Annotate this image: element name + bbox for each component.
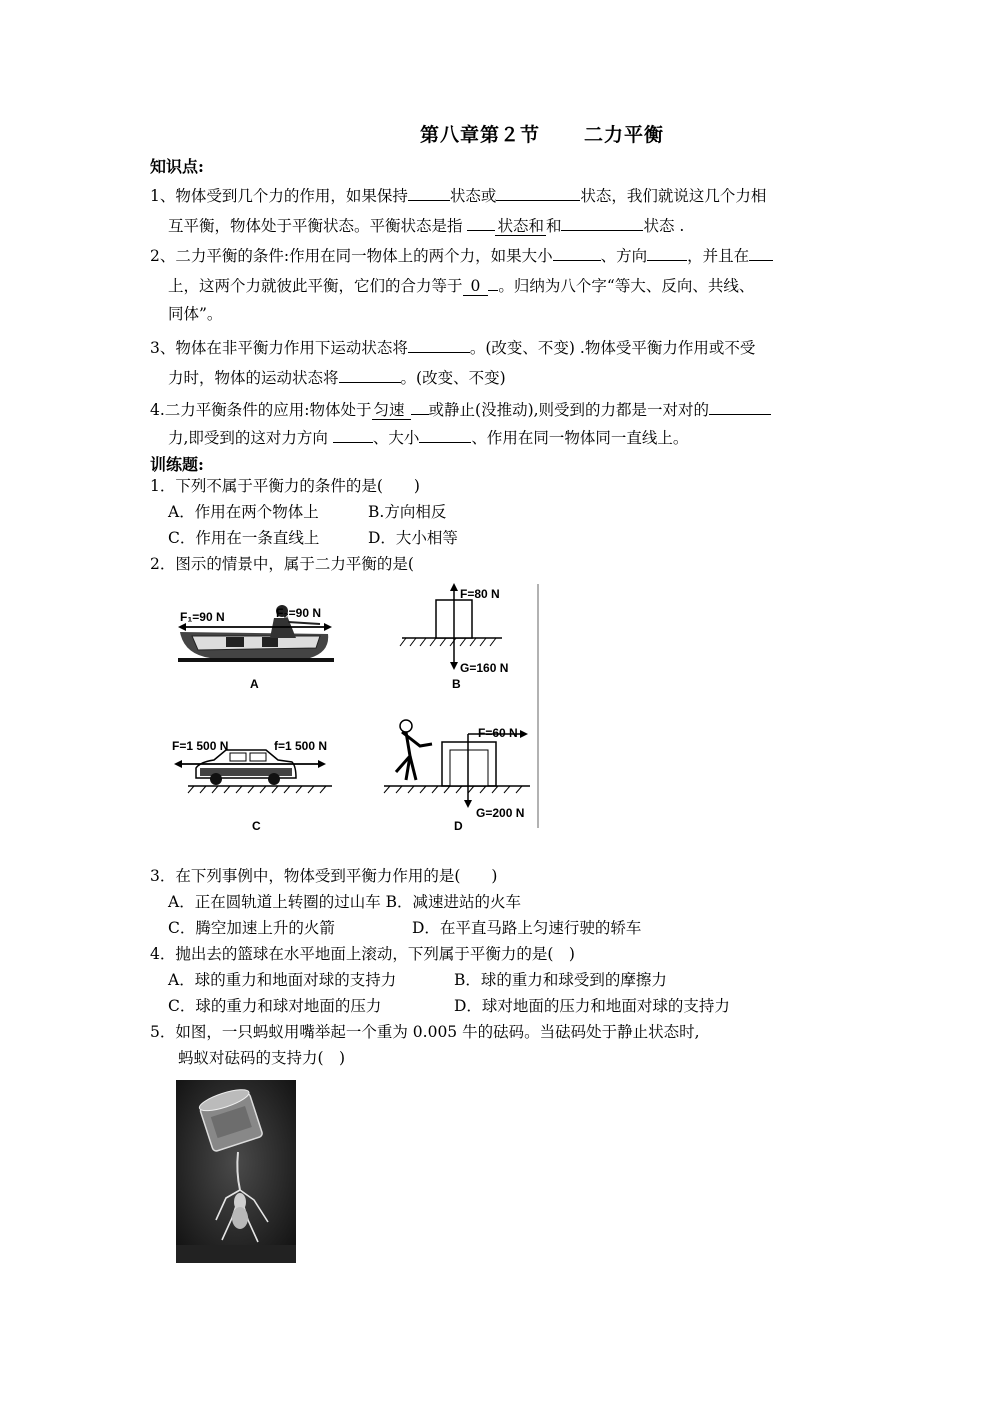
figure-d-label: D (454, 819, 463, 833)
figure-c-label: C (252, 819, 261, 833)
question-3-option-d: D．在平直马路上匀速行驶的轿车 (412, 919, 642, 937)
ant-weight-photo (176, 1080, 296, 1263)
question-3-stem: 3．在下列事例中，物体受到平衡力作用的是( ) (150, 867, 498, 885)
knowledge-item-4-line-1: 4.二力平衡条件的应用:物体处于 匀速 或静止(没推动),则受到的力都是一对对的 (150, 398, 771, 420)
knowledge-item-1-line-1: 1、物体受到几个力的作用，如果保持 状态或 状态，我们就说这几个力相 (150, 184, 766, 206)
question-1-option-a: A．作用在两个物体上 (168, 503, 319, 521)
figure-b-f: F=80 N (460, 587, 500, 601)
answer-uniform: 匀速 (372, 401, 411, 420)
figure-b-label: B (452, 677, 461, 691)
question-1-option-b: B.方向相反 (368, 503, 447, 521)
blank (709, 398, 771, 415)
question-3-option-a-b: A．正在圆轨道上转圈的过山车 B．减速进站的火车 (168, 893, 522, 911)
knowledge-item-2-line-2: 上，这两个力就彼此平衡，它们的合力等于 0 。归纳为八个字“等大、反向、共线、 (168, 274, 754, 296)
question-1-option-d: D．大小相等 (368, 529, 458, 547)
figure-b-g: G=160 N (460, 661, 509, 675)
figure-c-f: F=1 500 N (172, 739, 229, 753)
blank (339, 366, 401, 383)
blank (496, 184, 580, 201)
figure-a-f2: F₂=90 N (276, 606, 322, 620)
figure-a-label: A (250, 677, 259, 691)
topic-label: 二力平衡 (584, 124, 665, 146)
figure-a-f1: F₁=90 N (180, 610, 225, 624)
knowledge-heading: 知识点: (150, 157, 204, 176)
question-2-stem: 2．图示的情景中，属于二力平衡的是( (150, 555, 414, 573)
knowledge-item-2-line-3: 同体”。 (168, 305, 223, 323)
blank (408, 336, 470, 353)
chapter-label: 第八章第２节 (420, 124, 541, 146)
blank (419, 426, 471, 443)
question-3-option-c: C．腾空加速上升的火箭 (168, 919, 335, 937)
question-5-stem-line-2: 蚂蚁对砝码的支持力( ) (178, 1049, 346, 1067)
question-1-stem: 1．下列不属于平衡力的条件的是( ) (150, 477, 420, 495)
knowledge-item-1-line-2: 互平衡，物体处于平衡状态。平衡状态是指 状态和 和 状态 . (168, 214, 684, 236)
blank (553, 244, 601, 261)
blank (333, 426, 373, 443)
question-4-option-b: B．球的重力和球受到的摩擦力 (454, 971, 667, 989)
question-4-stem: 4．抛出去的篮球在水平地面上滚动，下列属于平衡力的是( ) (150, 945, 575, 963)
knowledge-item-2-line-1: 2、二力平衡的条件:作用在同一物体上的两个力，如果大小 、方向 ，并且在 (150, 244, 773, 266)
practice-heading: 训练题: (150, 455, 204, 474)
figure-c-friction: f=1 500 N (274, 739, 328, 753)
blank (408, 184, 450, 201)
question-4-option-c: C．球的重力和球对地面的压力 (168, 997, 382, 1015)
knowledge-item-3-line-1: 3、物体在非平衡力作用下运动状态将 。(改变、不变) .物体受平衡力作用或不受 (150, 336, 755, 358)
blank (647, 244, 687, 261)
figure-d-f: F=60 N (478, 726, 518, 740)
blank (749, 244, 773, 261)
question-4-option-a: A．球的重力和地面对球的支持力 (168, 971, 397, 989)
knowledge-item-3-line-2: 力时，物体的运动状态将 。(改变、不变) (168, 366, 506, 388)
figure-c-car (174, 750, 332, 793)
question-1-option-c: C．作用在一条直线上 (168, 529, 320, 547)
figure-d-g: G=200 N (476, 806, 525, 820)
force-diagrams-figure (170, 580, 545, 835)
knowledge-item-4-line-2: 力,即受到的这对力方向 、大小 、作用在同一物体同一直线上。 (168, 426, 688, 448)
blank (561, 214, 643, 231)
answer-zero: 0 (463, 277, 489, 296)
page-title (420, 120, 664, 147)
question-5-stem-line-1: 5．如图，一只蚂蚁用嘴举起一个重为 0.005 牛的砝码。当砝码处于静止状态时, (150, 1023, 700, 1041)
question-4-option-d: D．球对地面的压力和地面对球的支持力 (454, 997, 730, 1015)
blank (467, 214, 495, 231)
